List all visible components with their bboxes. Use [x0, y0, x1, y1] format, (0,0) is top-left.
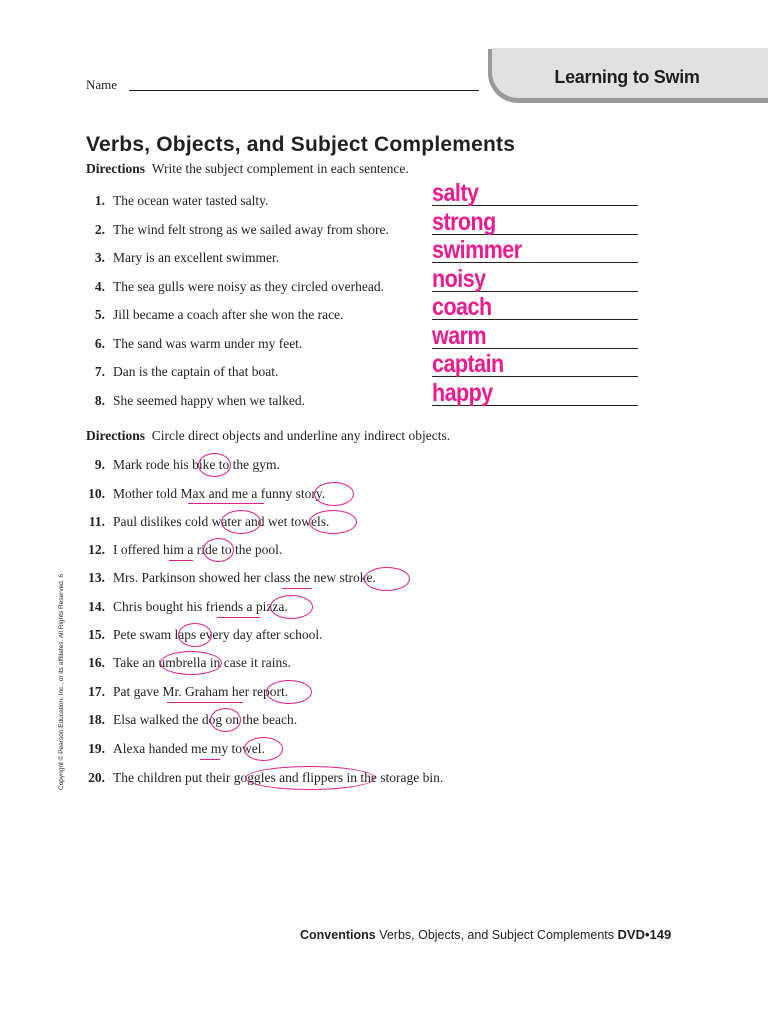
directions-2-text: Circle direct objects and underline any indirect objects.	[151, 428, 451, 443]
sentence: Elsa walked the dog on the beach.	[113, 712, 298, 727]
circle-mark	[244, 737, 283, 761]
item-number: 19.	[88, 741, 105, 756]
answer: happy	[432, 379, 493, 407]
item-number: 14.	[88, 599, 105, 614]
answer: coach	[432, 293, 492, 321]
answer: strong	[432, 208, 496, 236]
circle-mark	[203, 538, 234, 562]
unit-title: Learning to Swim	[554, 67, 700, 87]
underline-mark	[167, 702, 243, 703]
directions-1-text: Write the subject complement in each sentence.	[151, 161, 409, 176]
name-label: Name	[86, 77, 118, 92]
sentence: The wind felt strong as we sailed away from shore.	[113, 222, 389, 237]
copyright-notice: Copyright © Pearson Education, Inc., or its affiliates. All Rights Reserved. 6	[58, 573, 65, 790]
item-number: 10.	[88, 486, 105, 501]
footer-text: Verbs, Objects, and Subject Complements	[379, 928, 615, 942]
circle-mark	[221, 510, 261, 534]
circle-mark	[178, 623, 212, 647]
answer: salty	[432, 179, 479, 207]
item-number: 1.	[94, 193, 105, 208]
underline-mark	[217, 617, 260, 618]
circle-mark	[160, 651, 222, 675]
answer: swimmer	[432, 236, 522, 264]
sentence: The children put their goggles and flippers in the storage bin.	[113, 770, 444, 785]
item-number: 15.	[88, 627, 105, 642]
item-number: 16.	[88, 655, 105, 670]
sentence: Mother told Max and me a funny story.	[113, 486, 326, 501]
item-number: 8.	[94, 393, 105, 408]
sentence: The sand was warm under my feet.	[113, 336, 303, 351]
circle-mark	[309, 510, 357, 534]
page-number: DVD•149	[617, 927, 672, 942]
sentence: Take an umbrella in case it rains.	[113, 655, 291, 670]
sentence: She seemed happy when we talked.	[113, 393, 305, 408]
sentence: Mary is an excellent swimmer.	[113, 250, 280, 265]
item-number: 9.	[94, 457, 105, 472]
circle-mark	[266, 680, 312, 704]
circle-mark	[245, 766, 375, 790]
underline-mark	[282, 588, 312, 589]
item-number: 12.	[88, 542, 105, 557]
footer-label: Conventions	[300, 928, 376, 942]
sentence: Dan is the captain of that boat.	[113, 364, 279, 379]
sentence: The ocean water tasted salty.	[113, 193, 269, 208]
item-number: 13.	[88, 570, 105, 585]
underline-mark	[188, 503, 264, 504]
sentence: Pat gave Mr. Graham her report.	[113, 684, 289, 699]
sentence: Alexa handed me my towel.	[113, 741, 265, 756]
circle-mark	[198, 453, 231, 477]
item-number: 20.	[88, 770, 105, 785]
sentence: Paul dislikes cold water and wet towels.	[113, 514, 330, 529]
underline-mark	[169, 560, 193, 561]
item-number: 3.	[94, 250, 105, 265]
sentence: Mrs. Parkinson showed her class the new stroke.	[113, 570, 376, 585]
directions-2-label: Directions	[86, 428, 145, 443]
answer: warm	[432, 322, 487, 350]
item-number: 6.	[94, 336, 105, 351]
directions-1	[86, 161, 409, 177]
page-title: Verbs, Objects, and Subject Complements	[86, 133, 516, 156]
item-number: 17.	[88, 684, 105, 699]
name-field-line[interactable]	[129, 90, 479, 91]
circle-mark	[314, 482, 354, 506]
sentence: I offered him a ride to the pool.	[113, 542, 283, 557]
circle-mark	[270, 595, 313, 619]
item-number: 4.	[94, 279, 105, 294]
sentence: The sea gulls were noisy as they circled overhead.	[113, 279, 385, 294]
sentence: Mark rode his bike to the gym.	[113, 457, 280, 472]
answer: captain	[432, 350, 504, 378]
sentence: Pete swam laps every day after school.	[113, 627, 323, 642]
item-number: 11.	[88, 514, 105, 529]
item-number: 2.	[94, 222, 105, 237]
answer: noisy	[432, 265, 486, 293]
circle-mark	[210, 708, 241, 732]
sentence: Jill became a coach after she won the race.	[113, 307, 344, 322]
directions-1-label: Directions	[86, 161, 145, 176]
item-number: 5.	[94, 307, 105, 322]
circle-mark	[364, 567, 410, 591]
item-number: 7.	[94, 364, 105, 379]
item-number: 18.	[88, 712, 105, 727]
sentence: Chris bought his friends a pizza.	[113, 599, 288, 614]
underline-mark	[200, 759, 220, 760]
footer	[300, 927, 671, 942]
directions-2	[86, 428, 450, 444]
